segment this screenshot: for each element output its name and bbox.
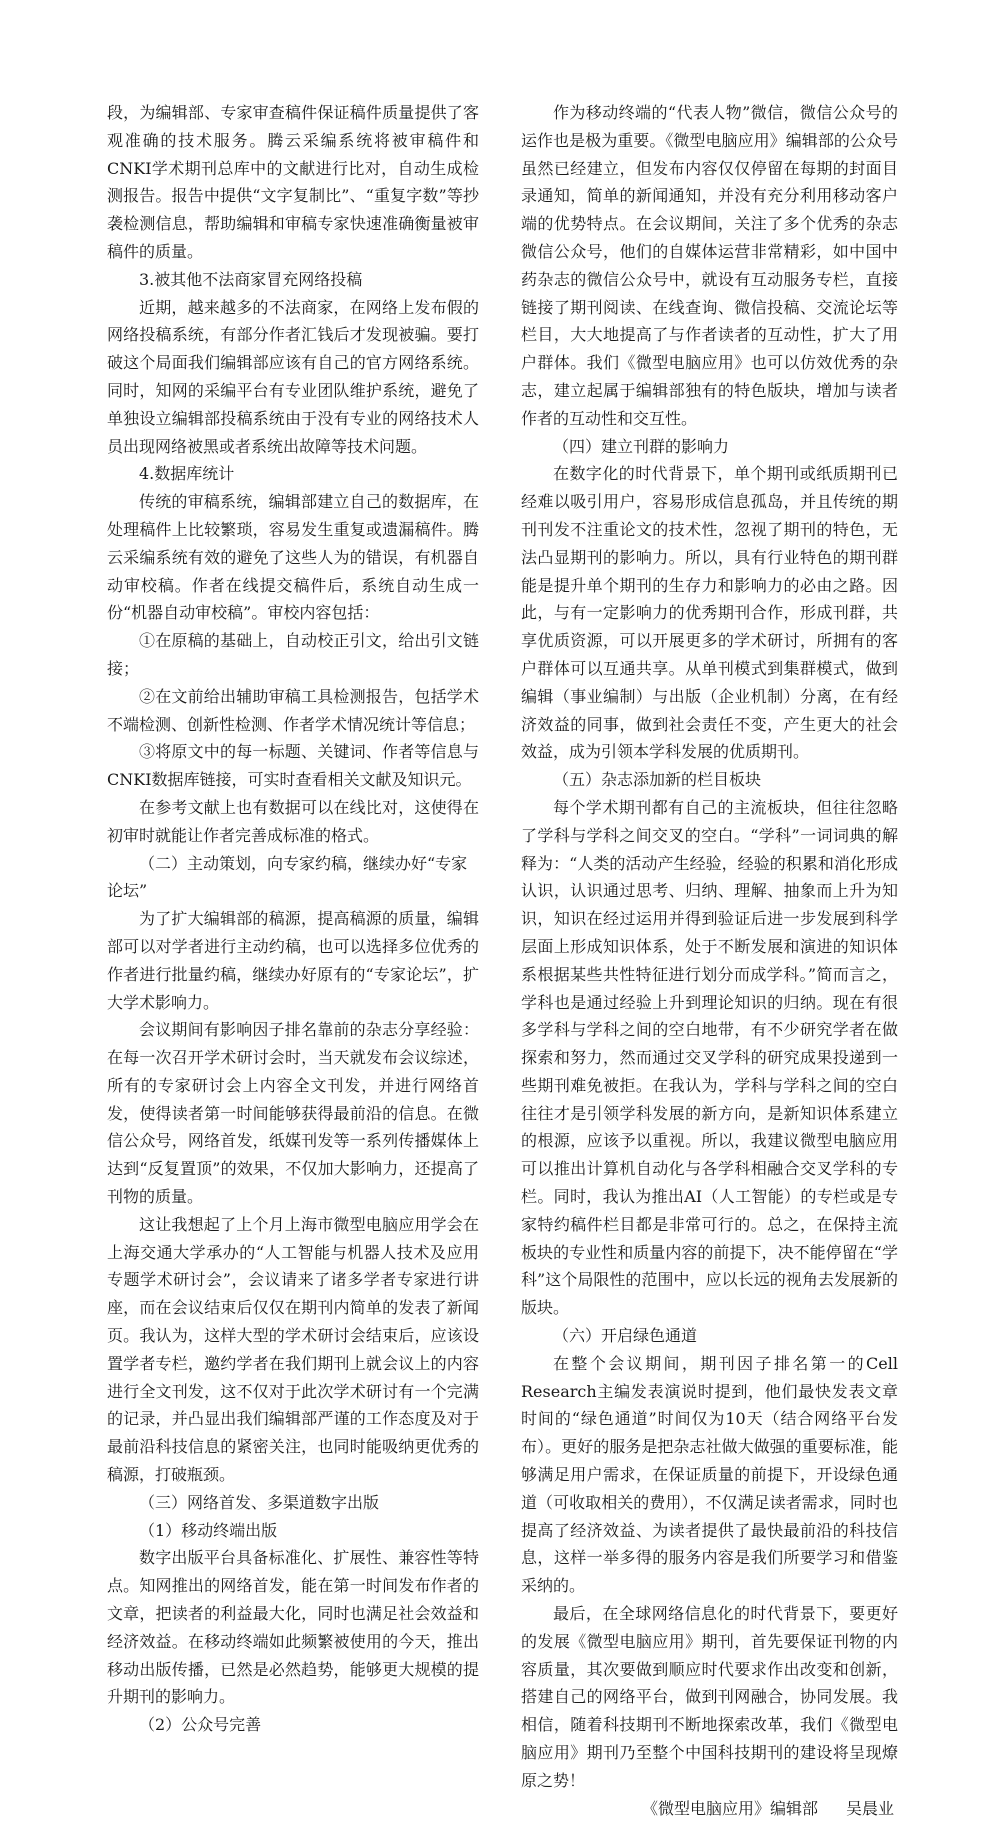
section-heading: 3.被其他不法商家冒充网络投稿 — [139, 269, 363, 289]
section-heading: 4.数据库统计 — [139, 464, 235, 484]
paragraph: 传统的审稿系统，编辑部建立自己的数据库，在处理稿件上比较繁琐，容易发生重复或遗漏稿件。腾云采编系统有效的避免了这些人为的错误，有机器自动审校稿。作者在线提交稿件后，系统自动生成一份“机器自动审校稿”。审校内容包括： — [107, 492, 479, 623]
paragraph: 在整个会议期间，期刊因子排名第一的Cell Research主编发表演说时提到，他们最快发表文章时间的“绿色通道”时间仅为10天（结合网络平台发布）。更好的服务是把杂志社做大做强的重要标准，能够满足用户需求，在保证质量的前提下，开设绿色通道（可收取相关的费用），不仅满足读者需求，同时也提高了经济效益、为读者提供了最快最前沿的科技信息，这样一举多得的服务内容是我们所要学习和借鉴采纳的。 — [521, 1353, 898, 1596]
right-column — [521, 99, 898, 1822]
paragraph: 近期，越来越多的不法商家，在网络上发布假的网络投稿系统，有部分作者汇钱后才发现被骗。要打破这个局面我们编辑部应该有自己的官方网络系统。同时，知网的采编平台有专业团队维护系统，避免了单独设立编辑部投稿系统由于没有专业的网络技术人员出现网络被黑或者系统出故障等技术问题。 — [107, 297, 479, 456]
section-heading: （五）杂志添加新的栏目板块 — [553, 770, 762, 790]
paragraph: 在参考文献上也有数据可以在线比对，这使得在初审时就能让作者完善成标准的格式。 — [107, 797, 479, 845]
paragraph: 最后，在全球网络信息化的时代背景下，要更好的发展《微型电脑应用》期刊，首先要保证刊物的内容质量，其次要做到顺应时代要求作出改变和创新，搭建自己的网络平台，做到刊网融合，协同发展。我相信，随着科技期刊不断地探索改革，我们《微型电脑应用》期刊乃至整个中国科技期刊的建设将呈现燎原之势！ — [521, 1604, 898, 1790]
subsection-heading: （2）公众号完善 — [139, 1715, 262, 1735]
signature-org: 《微型电脑应用》编辑部 — [641, 1798, 818, 1818]
paragraph: ①在原稿的基础上，自动校正引文，给出引文链接； — [107, 631, 479, 678]
paragraph: 在数字化的时代背景下，单个期刊或纸质期刊已经难以吸引用户，容易形成信息孤岛，并且传统的期刊刊发不注重论文的技术性，忽视了期刊的特色，无法凸显期刊的影响力。所以，具有行业特色的期刊群能是提升单个期刊的生存力和影响力的必由之路。因此，与有一定影响力的优秀期刊合作，形成刊群，共享优质资源，可以开展更多的学术研讨，所拥有的客户群体可以互通共享。从单刊模式到集群模式，做到编辑（事业编制）与出版（企业机制）分离，在有经济效益的同事，做到社会责任不变，产生更大的社会效益，成为引领本学科发展的优质期刊。 — [521, 464, 898, 762]
signature-author: 吴晨业 — [845, 1798, 894, 1818]
section-heading: （二）主动策划，向专家约稿，继续办好“专家论坛” — [107, 853, 468, 901]
section-heading: （四）建立刊群的影响力 — [553, 436, 730, 456]
paragraph: ②在文前给出辅助审稿工具检测报告，包括学术不端检测、创新性检测、作者学术情况统计等信息； — [107, 686, 479, 734]
paragraph: 每个学术期刊都有自己的主流板块，但往往忽略了学科与学科之间交叉的空白。“学科”一词词典的解释为：“人类的活动产生经验，经验的积累和消化形成认识，认识通过思考、归纳、理解、抽象而上升为知识，知识在经过运用并得到验证后进一步发展到科学层面上形成知识体系，处于不断发展和演进的知识体系根据某些共性特征进行划分而成学科。”简而言之，学科也是通过经验上升到理论知识的归纳。现在有很多学科与学科之间的空白地带，有不少研究学者在做探索和努力，然而通过交叉学科的研究成果投递到一些期刊难免被拒。在我认为，学科与学科之间的空白往往才是引领学科发展的新方向，是新知识体系建立的根源，应该予以重视。所以，我建议微型电脑应用可以推出计算机自动化与各学科相融合交叉学科的专栏。同时，我认为推出AI（人工智能）的专栏或是专家特约稿件栏目都是非常可行的。总之，在保持主流板块的专业性和质量内容的前提下，决不能停留在“学科”这个局限性的范围中，应以长远的视角去发展新的版块。 — [521, 797, 898, 1318]
paragraph: 作为移动终端的“代表人物”微信，微信公众号的运作也是极为重要。《微型电脑应用》编辑部的公众号虽然已经建立，但发布内容仅仅停留在每期的封面目录通知，简单的新闻通知，并没有充分利用移动客户端的优势特点。在会议期间，关注了多个优秀的杂志微信公众号，他们的自媒体运营非常精彩，如中国中药杂志的微信公众号中，就设有互动服务专栏，直接链接了期刊阅读、在线查询、微信投稿、交流论坛等栏目，大大地提高了与作者读者的互动性，扩大了用户群体。我们《微型电脑应用》也可以仿效优秀的杂志，建立起属于编辑部独有的特色版块，增加与读者作者的互动性和交互性。 — [521, 103, 898, 428]
paragraph: 段，为编辑部、专家审查稿件保证稿件质量提供了客观准确的技术服务。腾云采编系统将被审稿件和CNKI学术期刊总库中的文献进行比对，自动生成检测报告。报告中提供“文字复制比”、“重复字数”等抄袭检测信息，帮助编辑和审稿专家快速准确衡量被审稿件的质量。 — [107, 103, 479, 261]
paragraph: 会议期间有影响因子排名靠前的杂志分享经验：在每一次召开学术研讨会时，当天就发布会议综述，所有的专家研讨会上内容全文刊发，并进行网络首发，使得读者第一时间能够获得最前沿的信息。在微信公众号，网络首发，纸媒刊发等一系列传播媒体上达到“反复置顶”的效果，不仅加大影响力，还提高了刊物的质量。 — [107, 1020, 479, 1207]
paragraph: 数字出版平台具备标准化、扩展性、兼容性等特点。知网推出的网络首发，能在第一时间发布作者的文章，把读者的利益最大化，同时也满足社会效益和经济效益。在移动终端如此频繁被使用的今天，推出移动出版传播，已然是必然趋势，能够更大规模的提升期刊的影响力。 — [107, 1548, 479, 1707]
left-column — [107, 99, 479, 1739]
signature-line — [521, 1795, 898, 1822]
subsection-heading: （1）移动终端出版 — [139, 1520, 278, 1540]
paragraph: 这让我想起了上个月上海市微型电脑应用学会在上海交通大学承办的“人工智能与机器人技术及应用专题学术研讨会”，会议请来了诸多学者专家进行讲座，而在会议结束后仅仅在期刊内简单的发表了新闻页。我认为，这样大型的学术研讨会结束后，应该设置学者专栏，邀约学者在我们期刊上就会议上的内容进行全文刊发，这不仅对于此次学术研讨有一个完满的记录，并凸显出我们编辑部严谨的工作态度及对于最前沿科技信息的紧密关注，也同时能吸纳更优秀的稿源，打破瓶颈。 — [107, 1214, 479, 1485]
section-heading: （三）网络首发、多渠道数字出版 — [139, 1492, 380, 1512]
section-heading: （六）开启绿色通道 — [553, 1326, 698, 1346]
paragraph: 为了扩大编辑部的稿源，提高稿源的质量，编辑部可以对学者进行主动约稿，也可以选择多位优秀的作者进行批量约稿，继续办好原有的“专家论坛”，扩大学术影响力。 — [107, 909, 479, 1012]
paragraph: ③将原文中的每一标题、关键词、作者等信息与CNKI数据库链接，可实时查看相关文献及知识元。 — [107, 742, 479, 790]
